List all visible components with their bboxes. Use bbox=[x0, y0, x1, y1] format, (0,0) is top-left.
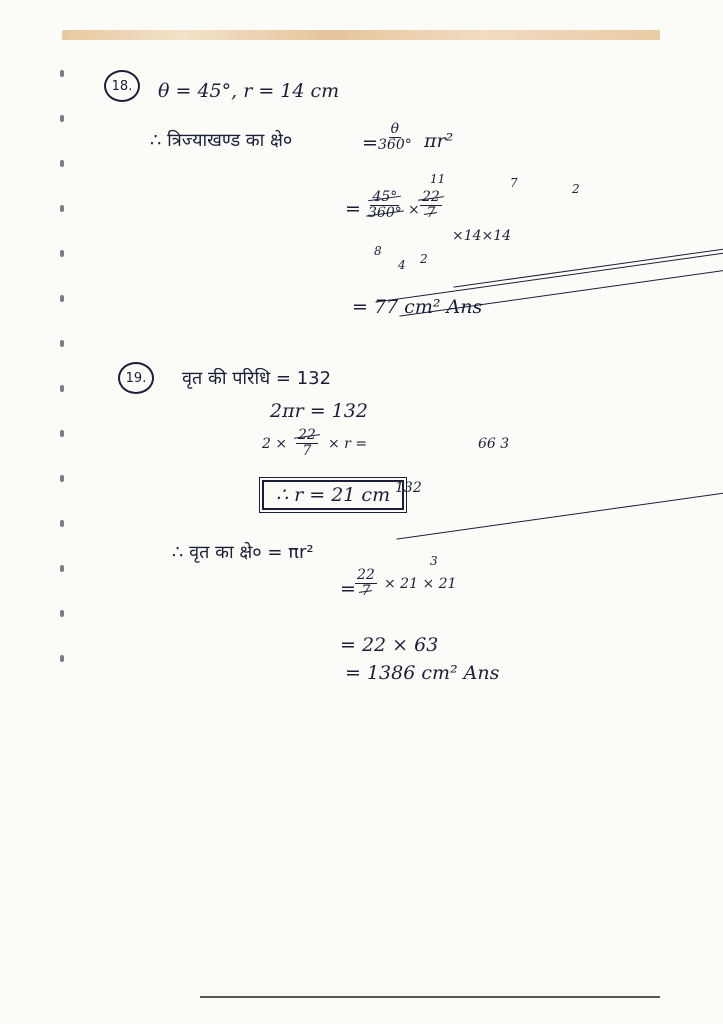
page-bottom-edge bbox=[200, 996, 660, 998]
q19-area-label: ∴ वृत का क्षे० = πr² bbox=[172, 542, 314, 563]
q18-45-over-360 bbox=[368, 190, 402, 220]
q18-360-denominator: 360° bbox=[368, 204, 402, 221]
q19-result: = 1386 cm² Ans bbox=[345, 662, 500, 684]
q18-theta-denominator: 360° bbox=[378, 136, 412, 153]
binding-hole bbox=[60, 475, 64, 482]
q18-reduced-11: 11 bbox=[430, 172, 446, 186]
q19-line3-tail: × r = bbox=[328, 436, 368, 452]
q19-line3-pre: 2 × bbox=[262, 436, 288, 452]
q19-reduced-3: 3 bbox=[430, 554, 438, 568]
binding-hole bbox=[60, 295, 64, 302]
q18-line1-equals: = bbox=[362, 132, 378, 154]
page-top-edge bbox=[62, 30, 660, 40]
binding-hole bbox=[60, 115, 64, 122]
binding-hole bbox=[60, 385, 64, 392]
q18-result: = 77 cm² Ans bbox=[352, 296, 483, 318]
binding-hole bbox=[60, 340, 64, 347]
q18-45-numerator: 45° bbox=[372, 189, 398, 205]
binding-hole bbox=[60, 655, 64, 662]
q19-132-struck: 132 bbox=[395, 480, 723, 496]
q19-22b-numerator: 22 bbox=[357, 567, 375, 583]
q19-22-numerator: 22 bbox=[298, 427, 316, 443]
binding-holes bbox=[60, 40, 70, 740]
q18-line2-equals: = bbox=[345, 198, 361, 220]
q18-22-numerator: 22 bbox=[422, 189, 440, 205]
binding-hole bbox=[60, 160, 64, 167]
q18-14-times-14: ×14×14 bbox=[452, 228, 723, 244]
q19-22-over-7b bbox=[355, 568, 377, 598]
q19-circumference: वृत की परिधि = 132 bbox=[182, 368, 332, 389]
binding-hole bbox=[60, 70, 64, 77]
q19-22-over-7 bbox=[296, 428, 318, 458]
q18-given: θ = 45°, r = 14 cm bbox=[158, 80, 340, 102]
q18-reduced-8: 8 bbox=[374, 244, 723, 258]
binding-hole bbox=[60, 610, 64, 617]
q18-pi-r-squared: πr² bbox=[424, 130, 454, 152]
q18-7-denominator: 7 bbox=[426, 204, 436, 221]
binding-hole bbox=[60, 565, 64, 572]
q19-66-3: 66 3 bbox=[478, 436, 510, 452]
q19-2pir: 2πr = 132 bbox=[270, 400, 368, 422]
q18-reduced-4: 4 bbox=[398, 258, 723, 272]
question-number-19: 19. bbox=[118, 362, 154, 394]
q19-7-denominator: 7 bbox=[302, 442, 312, 459]
q18-theta-numerator: θ bbox=[390, 121, 400, 137]
q18-theta-fraction bbox=[378, 122, 412, 152]
q19-radius-boxed: ∴ r = 21 cm bbox=[262, 480, 404, 510]
binding-hole bbox=[60, 205, 64, 212]
q18-sector-area-label: ∴ त्रिज्याखण्ड का क्षे० bbox=[150, 130, 293, 151]
q18-reduced-2: 2 bbox=[420, 252, 428, 266]
question-number-18: 18. bbox=[104, 70, 140, 102]
q18-reduced-2b: 2 bbox=[572, 182, 580, 196]
binding-hole bbox=[60, 430, 64, 437]
q19-7b-denominator: 7 bbox=[361, 582, 371, 599]
q19-21-times-21: × 21 × 21 bbox=[384, 576, 457, 592]
q19-22-times-63: = 22 × 63 bbox=[340, 634, 439, 656]
q18-reduced-7: 7 bbox=[510, 176, 518, 190]
q19-line5-equals: = bbox=[340, 578, 356, 600]
binding-hole bbox=[60, 520, 64, 527]
q18-22-over-7 bbox=[420, 190, 442, 220]
binding-hole bbox=[60, 250, 64, 257]
q18-times: × bbox=[408, 202, 420, 218]
